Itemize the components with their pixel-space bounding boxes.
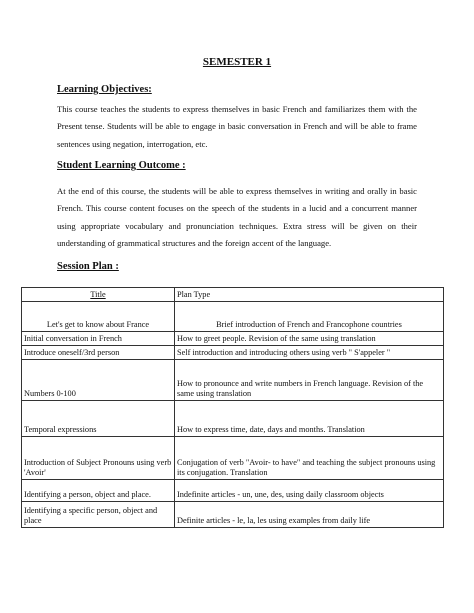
row-title: Numbers 0-100 xyxy=(22,360,175,401)
row-plan: Conjugation of verb "Avoir- to have" and teaching the subject pronouns using its conjugation. Translation xyxy=(175,437,444,480)
column-header-plan-type: Plan Type xyxy=(175,288,444,302)
row-plan: Definite articles - le, la, les using examples from daily life xyxy=(175,502,444,528)
row-title: Introduce oneself/3rd person xyxy=(22,346,175,360)
learning-outcome-heading: Student Learning Outcome : xyxy=(57,160,186,171)
row-plan: How to express time, date, days and months. Translation xyxy=(175,401,444,437)
table-row xyxy=(22,346,444,360)
row-title: Identifying a person, object and place. xyxy=(22,480,175,502)
learning-outcome-text: At the end of this course, the students will be able to express themselves in writing and orally in basic French. This course content focuses on the speech of the students in a lucid and a concurrent manner using appropriate vocabulary and pronunciation techniques. Extra stress will be given on their understanding of grammatical structures and the foreign accent of the language. xyxy=(57,186,417,249)
row-title: Initial conversation in French xyxy=(22,332,175,346)
table-row xyxy=(22,437,444,480)
session-plan-heading: Session Plan : xyxy=(57,261,119,272)
table-row xyxy=(22,401,444,437)
row-title: Let's get to know about France xyxy=(22,302,175,332)
row-plan: Indefinite articles - un, une, des, using daily classroom objects xyxy=(175,480,444,502)
table-row xyxy=(22,360,444,401)
table-row xyxy=(22,502,444,528)
learning-objectives-heading: Learning Objectives: xyxy=(57,84,152,95)
learning-objectives-text: This course teaches the students to express themselves in basic French and familiarizes them with the Present tense. Students will be able to engage in basic conversation in French and will be able to frame sentences using negation, interrogation, etc. xyxy=(57,104,417,149)
row-plan: How to greet people. Revision of the same using translation xyxy=(175,332,444,346)
table-header-row xyxy=(22,288,444,302)
row-title: Identifying a specific person, object and place xyxy=(22,502,175,528)
semester-title: SEMESTER 1 xyxy=(202,56,272,68)
row-plan: Brief introduction of French and Francophone countries xyxy=(175,302,444,332)
session-plan-table xyxy=(21,287,444,528)
row-plan: Self introduction and introducing others using verb " S'appeler " xyxy=(175,346,444,360)
table-row xyxy=(22,302,444,332)
table-row xyxy=(22,332,444,346)
table-row xyxy=(22,480,444,502)
row-plan: How to pronounce and write numbers in French language. Revision of the same using translation xyxy=(175,360,444,401)
row-title: Temporal expressions xyxy=(22,401,175,437)
column-header-title: Title xyxy=(22,288,175,302)
row-title: Introduction of Subject Pronouns using verb 'Avoir' xyxy=(22,437,175,480)
